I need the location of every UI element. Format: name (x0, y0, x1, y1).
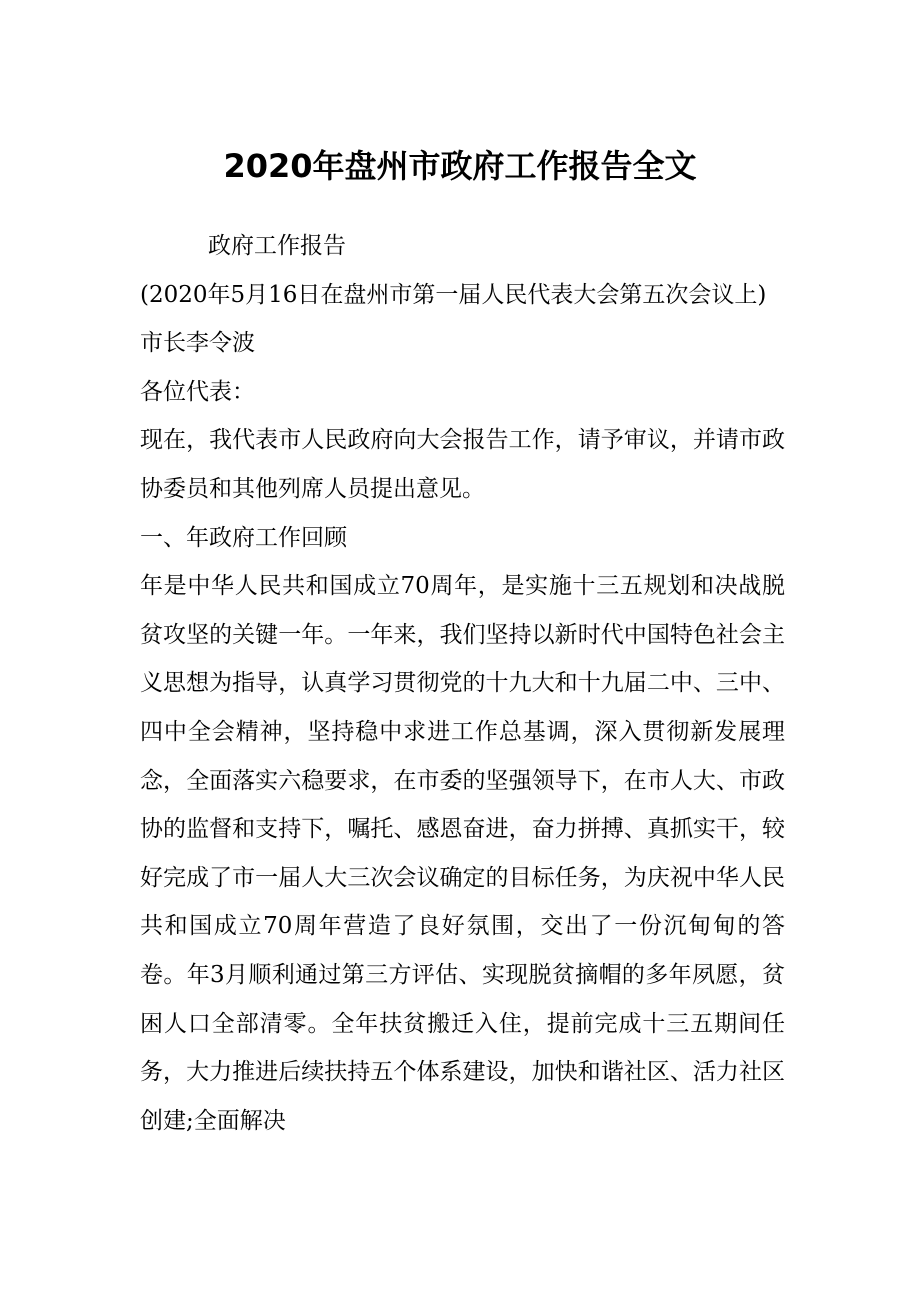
document-body (140, 222, 785, 1145)
review-paragraph: 年是中华人民共和国成立70周年，是实施十三五规划和决战脱贫攻坚的关键一年。一年来，我们坚持以新时代中国特色社会主义思想为指导，认真学习贯彻党的十九大和十九届二中、三中、四中全会精神，坚持稳中求进工作总基调，深入贯彻新发展理念，全面落实六稳要求，在市委的坚强领导下，在市人大、市政协的监督和支持下，嘱托、感恩奋进，奋力拼搏、真抓实干，较好完成了市一届人大三次会议确定的目标任务，为庆祝中华人民共和国成立70周年营造了良好氛围，交出了一份沉甸甸的答卷。年3月顺利通过第三方评估、实现脱贫摘帽的多年夙愿，贫困人口全部清零。全年扶贫搬迁入住，提前完成十三五期间任务，大力推进后续扶持五个体系建设，加快和谐社区、活力社区创建;全面解决 (140, 573, 785, 1134)
meeting-date-line: (2020年5月16日在盘州市第一届人民代表大会第五次会议上) (140, 281, 767, 308)
opening-paragraph: 现在，我代表市人民政府向大会报告工作，请予审议，并请市政协委员和其他列席人员提出意见。 (140, 427, 785, 502)
report-heading: 政府工作报告 (208, 233, 346, 259)
speaker-line: 市长李令波 (140, 330, 255, 357)
document-title: 2020年盘州市政府工作报告全文 (223, 147, 697, 185)
section-heading: 一、年政府工作回顾 (140, 524, 347, 551)
salutation: 各位代表： (140, 378, 255, 405)
